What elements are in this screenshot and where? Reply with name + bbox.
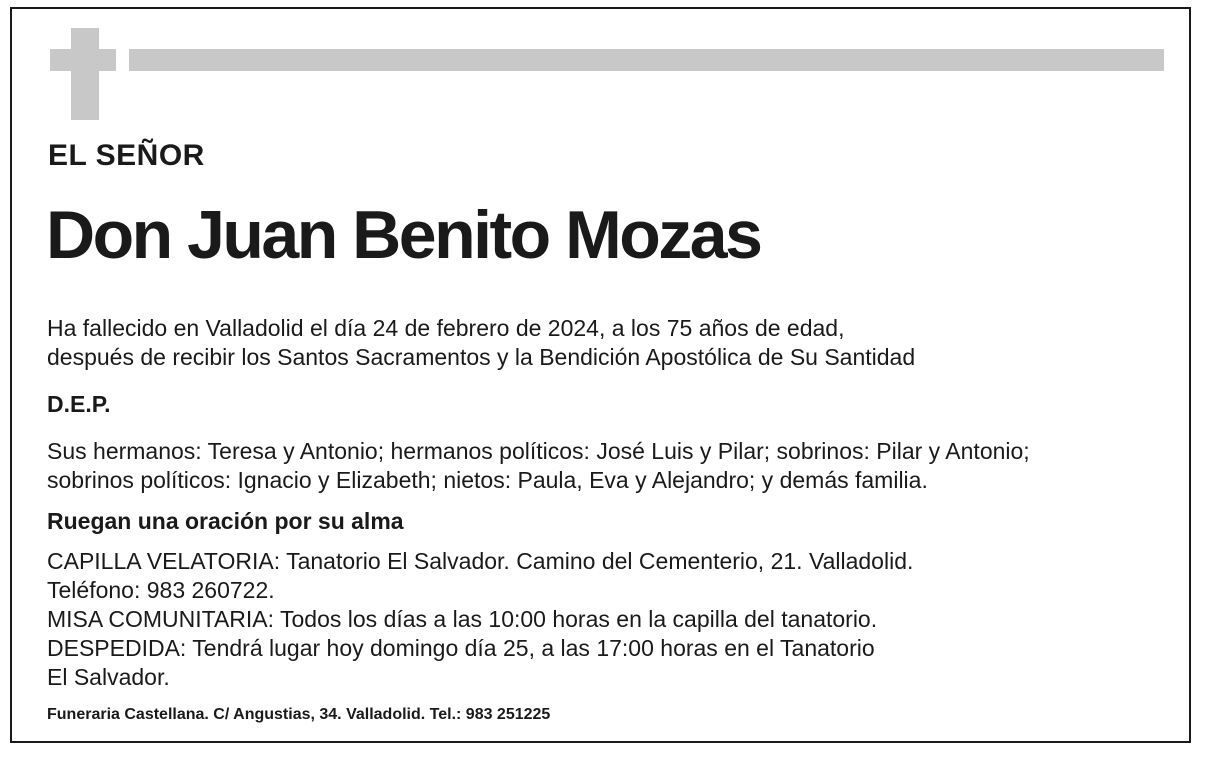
funeral-home-footer: Funeraria Castellana. C/ Angustias, 34. Valladolid. Tel.: 983 251225 <box>47 706 551 723</box>
prayer-request: Ruegan una oración por su alma <box>47 508 404 534</box>
dep-label: D.E.P. <box>47 391 111 417</box>
service-line-5: El Salvador. <box>47 664 170 690</box>
service-line-1: CAPILLA VELATORIA: Tanatorio El Salvador. Camino del Cementerio, 21. Valladolid. <box>47 548 914 574</box>
service-line-4: DESPEDIDA: Tendrá lugar hoy domingo día 25, a las 17:00 horas en el Tanatorio <box>47 635 875 661</box>
death-line-1: Ha fallecido en Valladolid el día 24 de febrero de 2024, a los 75 años de edad, <box>47 315 845 341</box>
service-line-3: MISA COMUNITARIA: Todos los días a las 10:00 horas en la capilla del tanatorio. <box>47 606 878 632</box>
cross-icon-bar <box>50 49 116 71</box>
family-line-1: Sus hermanos: Teresa y Antonio; hermanos políticos: José Luis y Pilar; sobrinos: Pilar y Antonio; <box>47 438 1030 464</box>
service-line-2: Teléfono: 983 260722. <box>47 577 275 603</box>
death-line-2: después de recibir los Santos Sacramentos y la Bendición Apostólica de Su Santidad <box>47 344 916 370</box>
cross-icon <box>71 28 99 120</box>
family-line-2: sobrinos políticos: Ignacio y Elizabeth; nietos: Paula, Eva y Alejandro; y demás familia. <box>47 467 928 493</box>
header-rule <box>129 49 1164 71</box>
title-prefix: EL SEÑOR <box>48 139 205 172</box>
deceased-name: Don Juan Benito Mozas <box>46 197 761 273</box>
